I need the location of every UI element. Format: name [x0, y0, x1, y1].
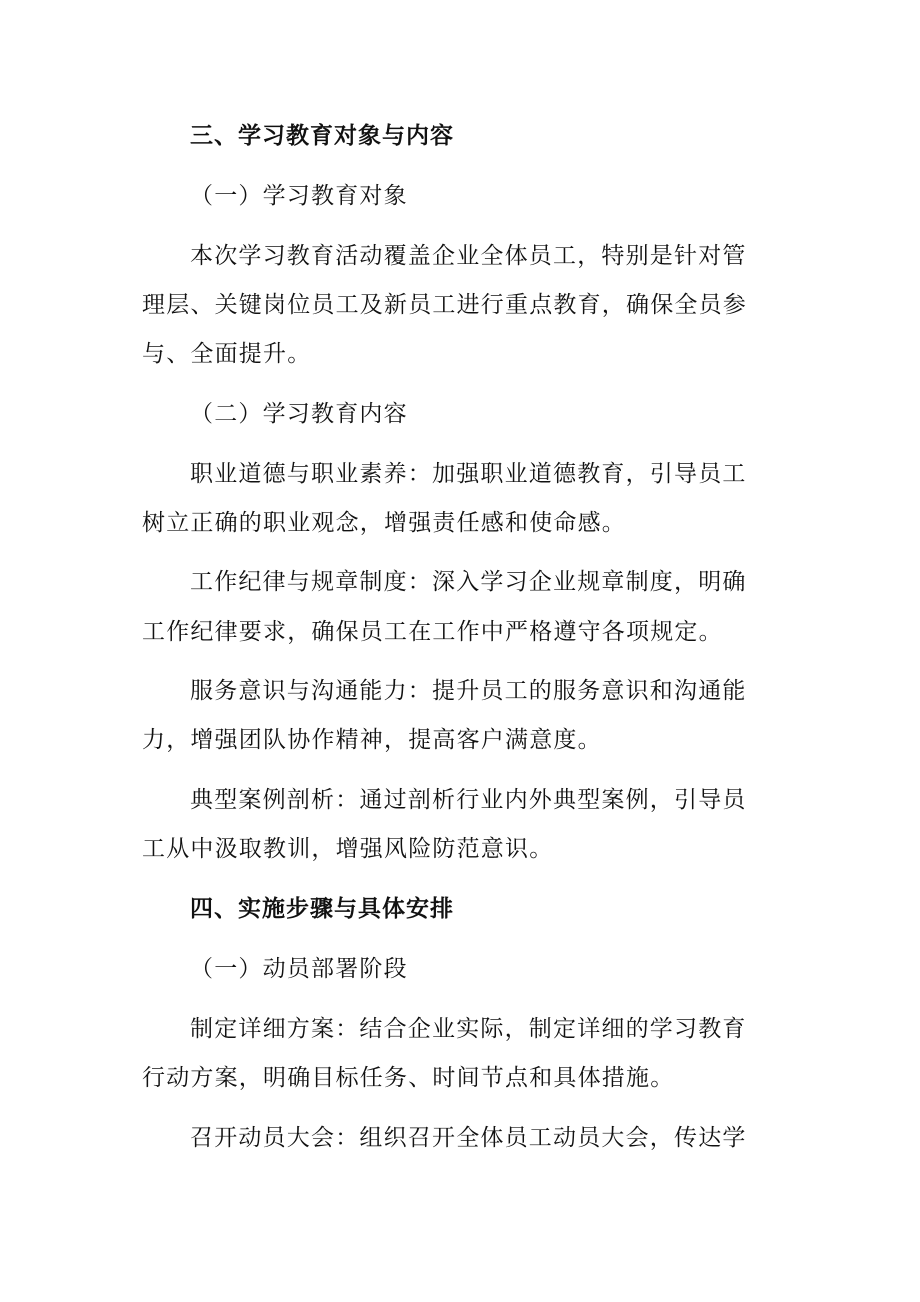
- section-3-heading: 三、学习教育对象与内容: [190, 123, 454, 149]
- paragraph-line: 服务意识与沟通能力：提升员工的服务意识和沟通能: [190, 678, 747, 704]
- paragraph-line: 力，增强团队协作精神，提高客户满意度。: [142, 727, 602, 753]
- section-3-sub-2-title: （二）学习教育内容: [190, 401, 408, 427]
- paragraph-line: 工从中汲取教训，增强风险防范意识。: [142, 836, 554, 862]
- paragraph-line: 制定详细方案：结合企业实际，制定详细的学习教育: [190, 1016, 747, 1042]
- paragraph-line: 行动方案，明确目标任务、时间节点和具体措施。: [142, 1065, 675, 1091]
- paragraph-line: 理层、关键岗位员工及新员工进行重点教育，确保全员参: [142, 292, 747, 318]
- paragraph-line: 召开动员大会：组织召开全体员工动员大会，传达学: [190, 1125, 747, 1151]
- paragraph-line: 工作纪律要求，确保员工在工作中严格遵守各项规定。: [142, 619, 723, 645]
- section-4-heading: 四、实施步骤与具体安排: [190, 896, 454, 922]
- paragraph-line: 树立正确的职业观念，增强责任感和使命感。: [142, 510, 626, 536]
- paragraph-line: 与、全面提升。: [142, 341, 312, 367]
- section-4-sub-1-title: （一）动员部署阶段: [190, 956, 408, 982]
- paragraph-line: 典型案例剖析：通过剖析行业内外典型案例，引导员: [190, 787, 747, 813]
- paragraph-line: 工作纪律与规章制度：深入学习企业规章制度，明确: [190, 569, 747, 595]
- section-3-sub-1-title: （一）学习教育对象: [190, 183, 408, 209]
- paragraph-line: 职业道德与职业素养：加强职业道德教育，引导员工: [190, 461, 747, 487]
- paragraph-line: 本次学习教育活动覆盖企业全体员工，特别是针对管: [190, 243, 747, 269]
